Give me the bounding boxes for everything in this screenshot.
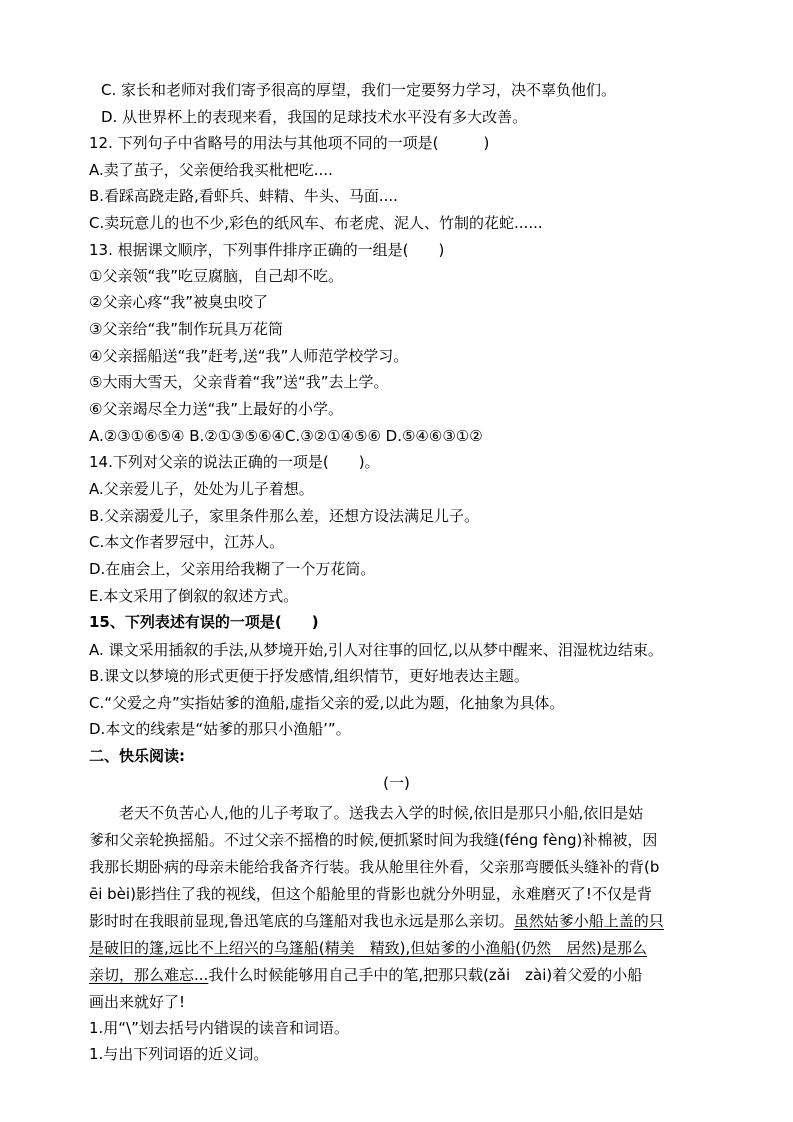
question-line: C. 家长和老师对我们寄予很高的厚望，我们一定要努力学习，决不辜负他们。 <box>101 81 617 99</box>
question-line: 12. 下列句子中省略号的用法与其他项不同的一项是( ) <box>89 134 490 152</box>
passage-line <box>89 992 185 1012</box>
passage-line <box>89 911 664 931</box>
question-line: A.父亲爱儿子，处处为儿子着想。 <box>89 480 314 498</box>
question-line: D. 从世界杯上的表现来看，我国的足球技术水平没有多大改善。 <box>101 108 528 126</box>
question-line: ③父亲给“我”制作玩具万花筒 <box>89 320 283 338</box>
question-line: ⑥父亲竭尽全力送“我”上最好的小学。 <box>89 400 343 418</box>
passage-line <box>89 857 659 877</box>
task-line: 1.与出下列词语的近义词。 <box>89 1045 269 1063</box>
passage-text: ēi bèi)影挡住了我的视线，但这个船舱里的背影也就分外明显，永难磨灭了!不仅是背 <box>89 885 652 903</box>
question-line: 14.下列对父亲的说法正确的一项是( )。 <box>89 453 380 471</box>
question-line: ④父亲摇船送“我”赶考,送“我”人师范学校学习。 <box>89 347 409 365</box>
question-line: A.②③①⑥⑤④ B.②①③⑤⑥④C.③②①④⑤⑥ D.⑤④⑥③①② <box>89 427 483 445</box>
question-line: C.本文作者罗冠中，江苏人。 <box>89 533 285 551</box>
passage-text: 我那长期卧病的母亲未能给我备齐行装。我从舱里往外看，父亲那弯腰低头缝补的背(b <box>89 858 660 876</box>
question-line: ②父亲心疼“我”被臭虫咬了 <box>89 293 268 311</box>
question-line: D.在庙会上，父亲用给我糊了一个万花筒。 <box>89 560 376 578</box>
passage-line <box>89 803 643 823</box>
question-line: C.卖玩意儿的也不少,彩色的纸风车、布老虎、泥人、竹制的花蛇...... <box>89 214 543 232</box>
question-line: B.父亲溺爱儿子，家里条件那么差，还想方设法满足儿子。 <box>89 507 480 525</box>
passage-text: 老天不负苦心人,他的儿子考取了。送我去入学的时候,依旧是那只小船,依旧是姑 <box>89 804 644 822</box>
option-line: B.课文以梦境的形式更便于抒发感情,组织情节，更好地表达主题。 <box>89 667 529 685</box>
task-line: 1.用“\”划去括号内错误的读音和词语。 <box>89 1019 349 1037</box>
underlined-text: 亲切，那么难忘... <box>89 966 209 984</box>
option-line: C.“父爱之舟”实指姑爹的渔船,虚指父亲的爱,以此为题，化抽象为具体。 <box>89 694 565 712</box>
question-title: 15、下列表述有误的一项是( ) <box>89 613 319 631</box>
passage-text: 影时时在我眼前显现,鲁迅笔底的乌篷船对我也永远是那么亲切。 <box>89 912 514 930</box>
passage-text: 我什么时候能够用自己手中的笔,把那只载(zǎi zài)着父爱的小船 <box>208 966 643 984</box>
option-line: A. 课文采用插叙的手法,从梦境开始,引人对往事的回忆,以从梦中醒来、泪湿枕边结束。 <box>89 641 663 659</box>
underlined-text: 虽然姑爹小船上盖的只 <box>513 912 664 930</box>
section-heading: 二、快乐阅读: <box>89 747 185 765</box>
question-line: A.卖了茧子，父亲便给我买枇杷吃.... <box>89 161 333 179</box>
underlined-text: 是破旧的篷,远比不上绍兴的乌篷船(精美 精致),但姑爹的小渔船(仍然 居然)是那么 <box>89 939 647 957</box>
passage-line <box>89 938 647 958</box>
question-line: E.本文采用了倒叙的叙述方式。 <box>89 587 299 605</box>
passage-text: 画出来就好了! <box>89 993 186 1011</box>
option-line: D.本文的线索是“姑爹的那只小渔船’”。 <box>89 720 351 738</box>
question-line: B.看踩高跷走路,看虾兵、蚌精、牛头、马面.... <box>89 187 398 205</box>
passage-line <box>89 884 652 904</box>
question-line: ⑤大雨大雪天，父亲背着“我”送“我”去上学。 <box>89 373 389 391</box>
passage-text: 爹和父亲轮换摇船。不过父亲不摇橹的时候,便抓紧时间为我缝(féng fèng)补棉被，因 <box>89 831 658 849</box>
passage-line <box>89 830 657 850</box>
section-subheading: (一) <box>383 774 410 792</box>
question-line: ①父亲领“我”吃豆腐脑，自己却不吃。 <box>89 267 343 285</box>
question-line: 13. 根据课文顺序，下列事件排序正确的一组是( ) <box>89 241 445 259</box>
passage-line <box>89 965 642 985</box>
